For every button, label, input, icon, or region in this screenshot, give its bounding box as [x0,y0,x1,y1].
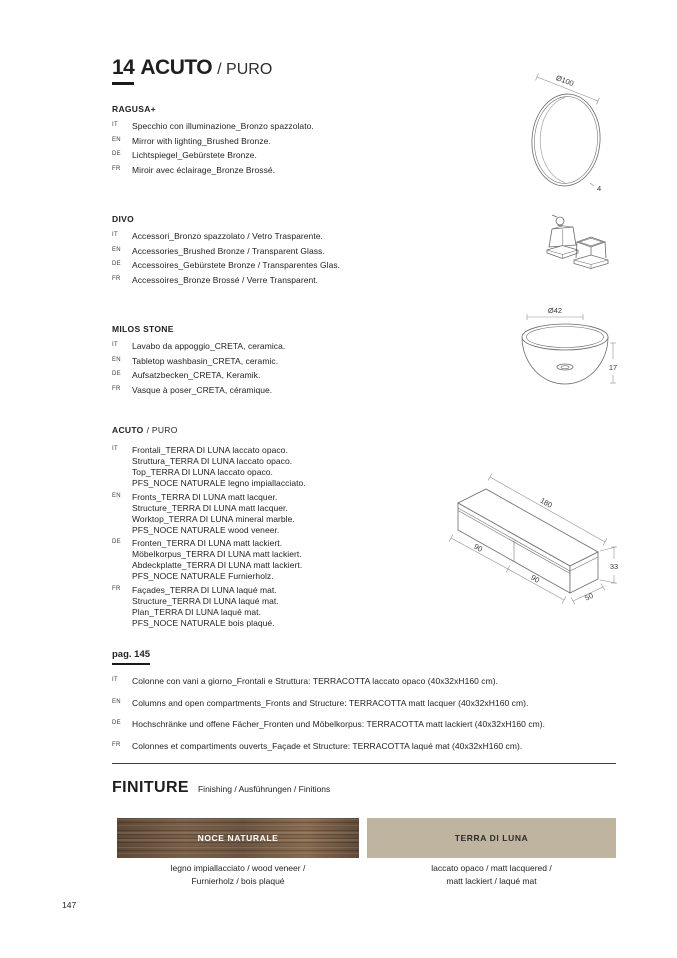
finiture-subtitle: Finishing / Ausführungen / Finitions [197,784,331,794]
lang-code: IT [112,122,118,128]
title-name: ACUTO [140,56,213,79]
section-heading-text: RAGUSA+ [112,104,156,114]
caption-line: laccato opaco / matt lacquered / [431,863,552,873]
lang-text: Miroir avec éclairage_Bronze Brossé. [132,164,276,175]
text-line: Möbelkorpus_TERRA DI LUNA matt lackiert. [132,549,302,559]
cabinet-drawing [440,468,650,618]
page-number: 147 [62,900,77,910]
cabinet-height-label: 33 [609,562,619,571]
swatch-noce-naturale [117,818,359,858]
section-milos-stone [112,324,512,399]
lang-code: EN [112,356,121,363]
text-line: Abdeckplatte_TERRA DI LUNA matt lackiert. [132,560,303,570]
lang-row [112,275,512,286]
lang-row [112,165,512,176]
text-line: Structure_TERRA DI LUNA matt lacquer. [132,502,288,513]
section-heading [112,104,512,114]
lang-text: Lichtspiegel_Gebürstete Bronze. [132,150,257,160]
lang-code: EN [112,698,121,705]
lang-text [132,585,279,629]
lang-code: IT [112,677,118,683]
section-heading [112,324,512,334]
text-line: PFS_NOCE NATURALE legno impiallacciato. [132,478,306,488]
lang-text: Accessoires_Gebürstete Bronze / Transparentes Glas. [132,260,341,270]
lang-row [112,492,442,536]
lang-code: DE [112,720,121,726]
section-page-reference [112,644,632,762]
lang-code: FR [112,585,121,592]
mirror-drawing [498,60,628,200]
cabinet-left-width-label: 90 [472,541,485,554]
page-reference-label: pag. 145 [112,649,150,665]
lang-row [112,585,442,629]
text-line: Frontali_TERRA DI LUNA laccato opaco. [132,445,288,455]
section-ragusa [112,104,512,179]
text-line: PFS_NOCE NATURALE bois plaqué. [132,617,275,628]
lang-row [112,136,512,147]
lang-row [112,445,442,489]
swatch-terra-di-luna [367,818,616,858]
section-heading-suffix: / PURO [146,425,178,435]
lang-text: Colonnes et compartiments ouverts_Façade et Structure: TERRACOTTA laqué mat (40x32xH160 cm). [132,740,523,751]
lang-text [132,445,306,489]
lang-row [112,150,512,161]
section-divo [112,214,512,289]
lang-row [112,741,632,752]
lang-code: IT [112,232,118,238]
caption-line: matt lackiert / laqué mat [446,875,537,886]
lang-text: Vasque à poser_CRETA, céramique. [132,384,273,395]
lang-text: Columns and open compartments_Fronts and Structure: TERRACOTTA matt lacquer (40x32xH160 cm). [132,697,529,708]
swatch-caption-terra [367,862,616,887]
lang-text: Accessori_Bronzo spazzolato / Vetro Trasparente. [132,231,323,241]
text-line: Fronten_TERRA DI LUNA matt lackiert. [132,538,283,548]
washbasin-drawing [505,303,640,403]
lang-code: FR [112,275,121,282]
cabinet-depth-label: 50 [583,590,595,603]
lang-text: Mirror with lighting_Brushed Bronze. [132,135,271,146]
section-heading [112,425,442,435]
cabinet-length-label: 180 [538,495,554,510]
lang-code: DE [112,151,121,157]
swatch-label: TERRA DI LUNA [454,833,529,843]
swatch-caption-noce [117,862,359,887]
lang-text [132,538,302,582]
lang-code: EN [112,492,121,499]
lang-code: DE [112,371,121,377]
lang-text: Accessoires_Bronze Brossé / Verre Transparent. [132,274,319,285]
section-heading-text: MILOS STONE [112,324,174,334]
section-heading-text: ACUTO [112,425,144,435]
lang-code: FR [112,741,121,748]
finiture-header [112,779,330,797]
accessories-drawing [538,203,618,275]
title-number: 14 [112,56,134,85]
text-line: Struttura_TERRA DI LUNA laccato opaco. [132,456,293,466]
caption-line: legno impiallacciato / wood veneer / [170,863,306,873]
lang-row [112,260,512,271]
lang-text [132,492,295,536]
lang-row [112,246,512,257]
text-line: Worktop_TERRA DI LUNA mineral marble. [132,513,295,524]
washbasin-height-label: 17 [608,363,618,372]
swatch-label: NOCE NATURALE [197,833,279,843]
lang-row [112,385,512,396]
lang-row [112,676,632,687]
lang-row [112,538,442,582]
text-line: PFS_NOCE NATURALE Furnierholz. [132,571,274,581]
section-divider [112,763,616,764]
section-heading [112,214,512,224]
lang-code: DE [112,261,121,267]
text-line: Fronts_TERRA DI LUNA matt lacquer. [132,491,278,502]
lang-text: Aufsatzbecken_CRETA, Keramik. [132,370,261,380]
text-line: Structure_TERRA DI LUNA laqué mat. [132,595,279,606]
mirror-diameter-label: Ø100 [554,73,576,89]
text-line: Plan_TERRA DI LUNA laqué mat. [132,606,262,617]
title-variant: / PURO [217,61,273,78]
section-heading-text: DIVO [112,214,134,224]
caption-line: Furnierholz / bois plaqué [191,875,285,886]
lang-code: EN [112,246,121,253]
lang-text: Lavabo da appoggio_CRETA, ceramica. [132,341,286,351]
lang-text: Tabletop washbasin_CRETA, ceramic. [132,355,279,366]
lang-text: Accessories_Brushed Bronze / Transparent Glass. [132,245,325,256]
lang-row [112,698,632,709]
lang-code: IT [112,446,118,452]
lang-code: DE [112,539,121,545]
lang-row [112,341,512,352]
lang-row [112,121,512,132]
lang-code: FR [112,165,121,172]
lang-row [112,719,632,730]
lang-code: EN [112,136,121,143]
lang-code: FR [112,385,121,392]
text-line: Top_TERRA DI LUNA laccato opaco. [132,467,273,477]
text-line: Façades_TERRA DI LUNA laqué mat. [132,584,277,595]
text-line: PFS_NOCE NATURALE wood veneer. [132,524,280,535]
lang-row [112,231,512,242]
lang-row [112,370,512,381]
lang-text: Colonne con vani a giorno_Frontali e Struttura: TERRACOTTA laccato opaco (40x32xH160 cm). [132,676,499,686]
lang-code: IT [112,342,118,348]
washbasin-diameter-label: Ø42 [547,306,563,315]
mirror-thickness-label: 4 [597,184,602,193]
page-title [112,56,272,85]
cabinet-right-width-label: 90 [529,572,542,585]
section-acuto-puro [112,425,442,631]
lang-row [112,356,512,367]
lang-text: Hochschränke und offene Fächer_Fronten und Möbelkorpus: TERRACOTTA matt lackiert (40x32xH160 cm). [132,719,546,729]
lang-text: Specchio con illuminazione_Bronzo spazzolato. [132,121,314,131]
finiture-title: FINITURE [112,779,189,796]
